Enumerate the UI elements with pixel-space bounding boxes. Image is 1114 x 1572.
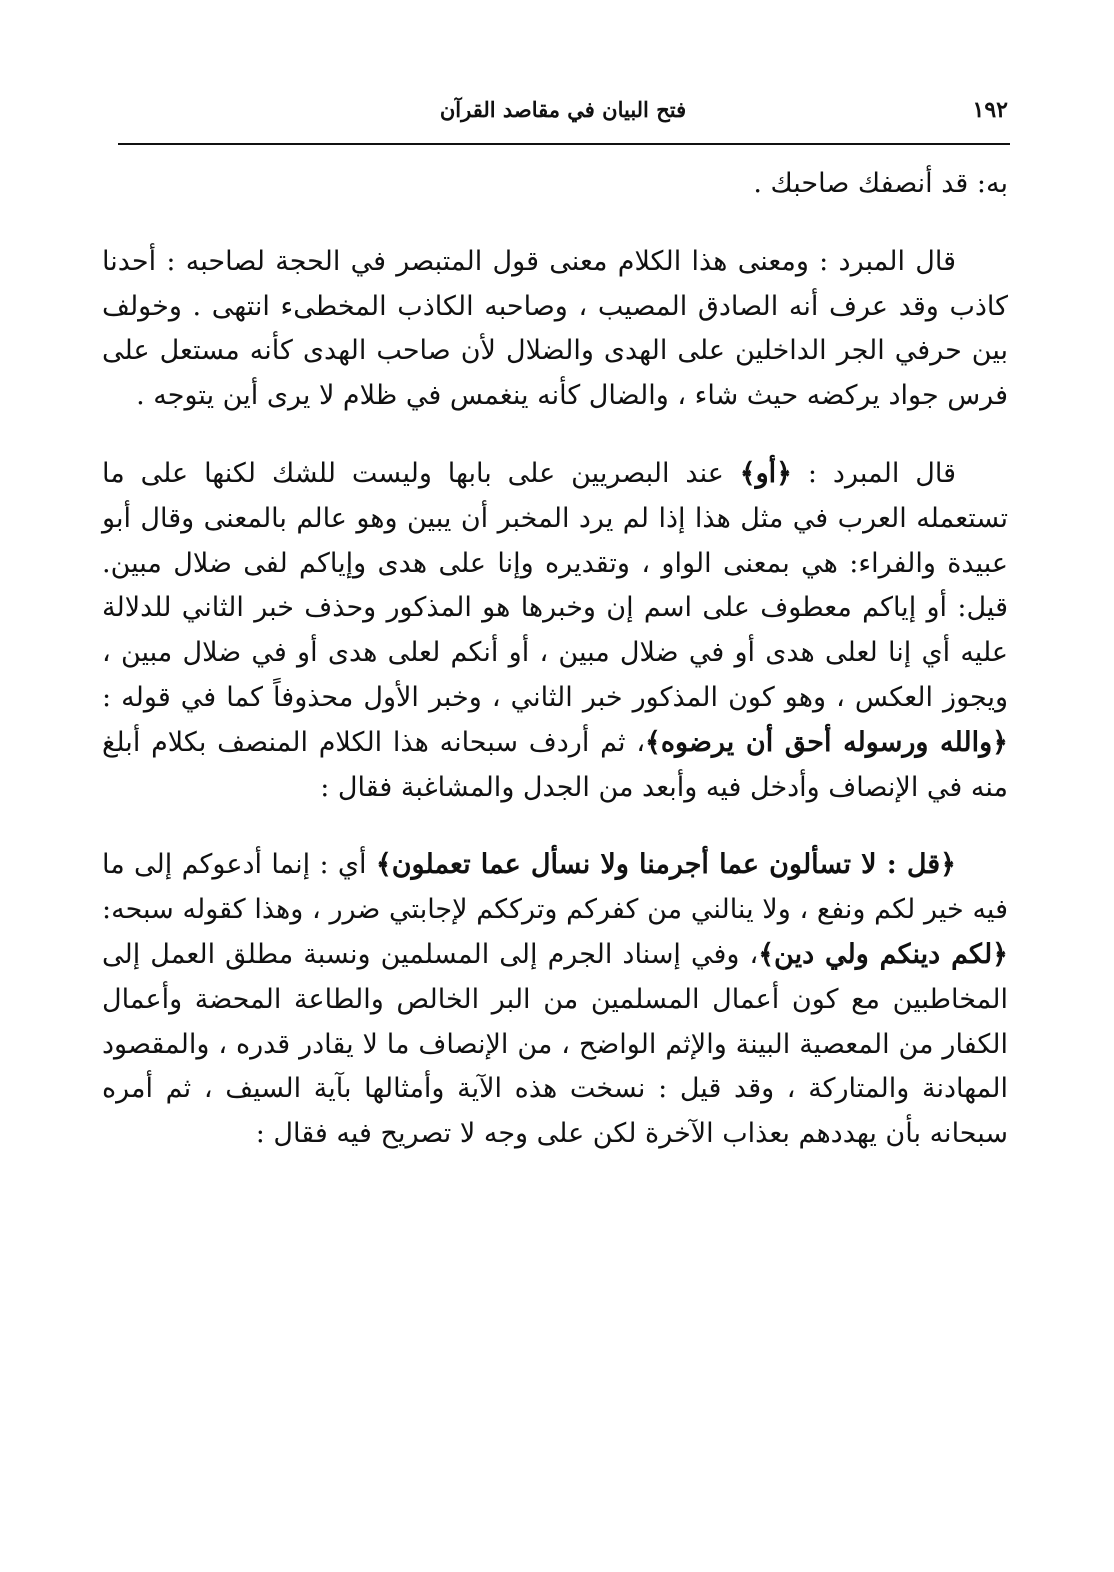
page-number: ١٩٢ bbox=[972, 97, 1008, 123]
paragraph-qul-la-tusalun bbox=[102, 843, 1008, 1157]
quranic-quote: ﴿أو﴾ bbox=[739, 457, 792, 489]
paragraph-text: ، ثم أردف سبحانه هذا الكلام المنصف بكلام أبلغ منه في الإنصاف وأدخل فيه وأبعد من الجدل والمشاغبة فقال : bbox=[102, 726, 1008, 803]
paragraph-text: ، وفي إسناد الجرم إلى المسلمين ونسبة مطلق العمل إلى المخاطبين مع كون أعمال المسلمين من البر الخالص والطاعة المحضة وأعمال الكفار من المعصية البينة والإثم الواضح ، من الإنصاف ما لا يقادر قدره ، والمقصود المهادنة والمتاركة ، وقد قيل : نسخت هذه الآية وأمثالها بآية السيف ، ثم أمره سبحانه بأن يهددهم بعذاب الآخرة لكن على وجه لا تصريح فيه فقال : bbox=[102, 938, 1008, 1150]
paragraph-text: عند البصريين على بابها وليست للشك لكنها على ما تستعمله العرب في مثل هذا إذا لم يرد المخبر أن يبين وهو عالم بالمعنى وقال أبو عبيدة والفراء: هي بمعنى الواو ، وتقديره وإنا على هدى وإياكم لفى ضلال مبين. قيل: أو إياكم معطوف على اسم إن وخبرها هو المذكور وحذف خبر الثاني للدلالة عليه أي إنا لعلى هدى أو في ضلال مبين ، أو أنكم لعلى هدى أو في ضلال مبين ، ويجوز العكس ، وهو كون المذكور خبر الثاني ، وخبر الأول محذوفاً كما في قوله : bbox=[102, 457, 1008, 713]
paragraph-mubarrad-meaning bbox=[102, 240, 1008, 419]
quranic-quote: ﴿لكم دينكم ولي دين﴾ bbox=[758, 938, 1009, 970]
quranic-quote: ﴿قل : لا تسألون عما أجرمنا ولا نسأل عما تعملون﴾ bbox=[375, 849, 956, 881]
header-rule bbox=[118, 143, 1010, 145]
paragraph-text: قال المبرد : ومعنى هذا الكلام معنى قول المتبصر في الحجة لصاحبه : أحدنا كاذب وقد عرف أنه الصادق المصيب ، وصاحبه الكاذب المخطىء انتهى . وخولف بين حرفي الجر الداخلين على الهدى والضلال لأن صاحب الهدى كأنه مستعل على فرس جواد يركضه حيث شاء ، والضال كأنه ينغمس في ظلام لا يرى أين يتوجه . bbox=[102, 245, 1008, 412]
quranic-quote: ﴿والله ورسوله أحق أن يرضوه﴾ bbox=[645, 726, 1008, 758]
paragraph-text: أي : إنما أدعوكم إلى ما فيه خير لكم ونفع ، ولا ينالني من كفركم وترككم لإجابتي ضرر ، وهذا كقوله سبحه: bbox=[102, 849, 1008, 926]
running-title: فتح البيان في مقاصد القرآن bbox=[439, 97, 687, 122]
paragraph-text: به: قد أنصفك صاحبك . bbox=[753, 168, 1008, 199]
running-head bbox=[118, 92, 1008, 136]
paragraph-mubarrad-aw bbox=[102, 452, 1008, 810]
paragraph-text: قال المبرد : bbox=[791, 457, 956, 489]
body-text bbox=[102, 162, 1008, 1157]
paragraph-continuation bbox=[102, 162, 1008, 207]
